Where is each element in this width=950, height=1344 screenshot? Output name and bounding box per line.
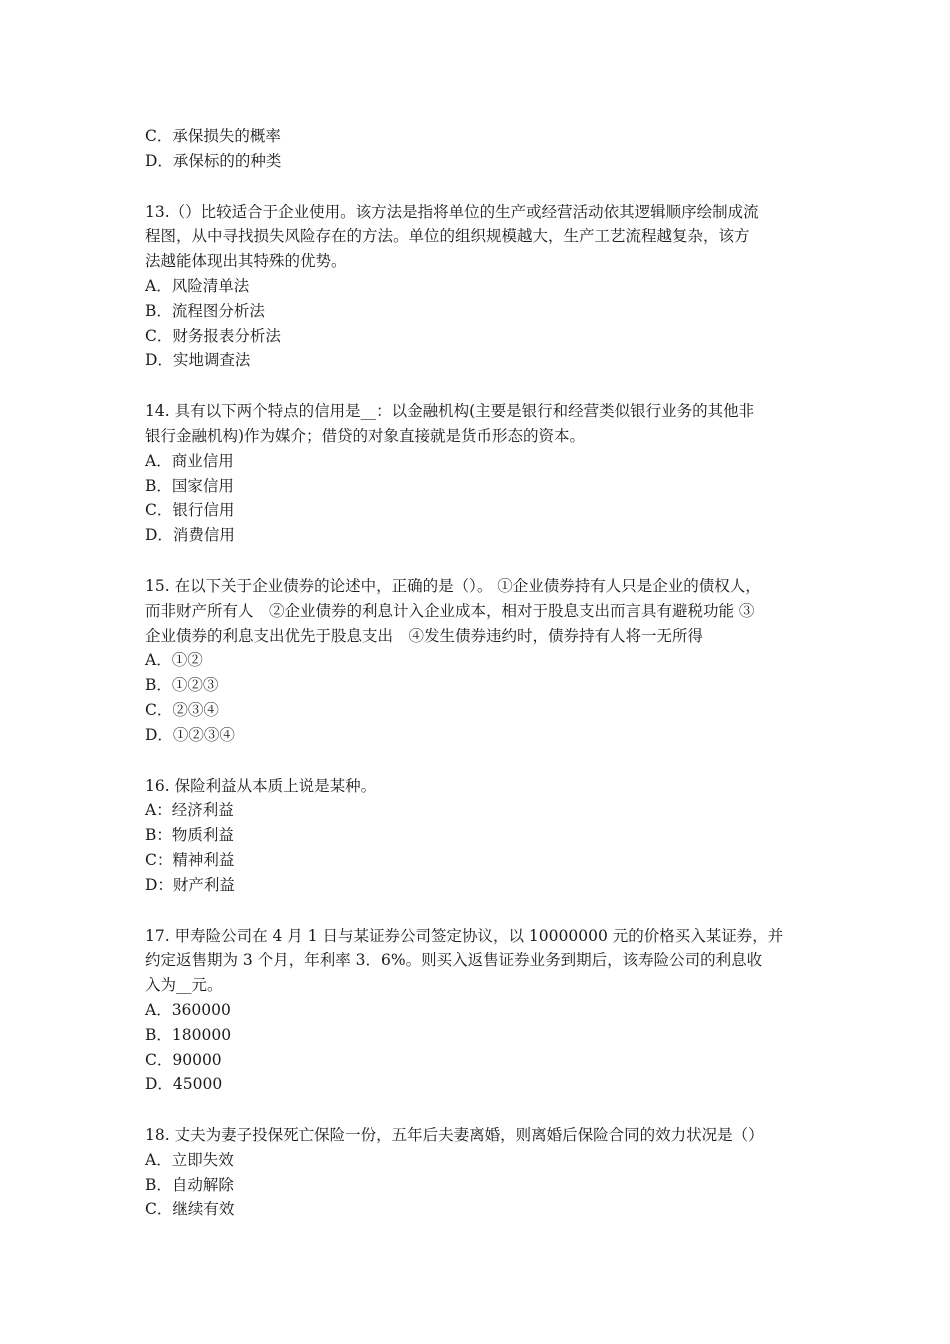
stem-line: 14. 具有以下两个特点的信用是__：以金融机构(主要是银行和经营类似银行业务的其他非: [145, 402, 755, 421]
stem-line: 法越能体现出其特殊的优势。: [145, 252, 347, 271]
option: D．承保标的的种类: [145, 151, 282, 170]
option: D．①②③④: [145, 725, 235, 744]
option: C．90000: [145, 1050, 222, 1069]
question-stem: [145, 774, 815, 799]
stem-line: 18. 丈夫为妻子投保死亡保险一份，五年后夫妻离婚，则离婚后保险合同的效力状况是（）: [145, 1126, 764, 1145]
option: A．商业信用: [145, 451, 234, 470]
option: D．45000: [145, 1075, 223, 1094]
stem-line: 企业债券的利息支出优先于股息支出 ④发生债券违约时，债券持有人将一无所得: [145, 626, 704, 645]
stem-line: 15. 在以下关于企业债券的论述中，正确的是（）。 ①企业债券持有人只是企业的债权人，: [145, 576, 761, 595]
stem-line: 17. 甲寿险公司在 4 月 1 日与某证券公司签定协议，以 10000000 元的价格买入某证券，并: [145, 926, 784, 945]
question-13: [145, 200, 815, 374]
option: C．承保损失的概率: [145, 127, 281, 145]
question-18: [145, 1123, 815, 1222]
option: A．风险清单法: [145, 276, 250, 295]
question-stem: [145, 399, 815, 449]
option: C：精神利益: [145, 850, 235, 869]
option: A：经济利益: [145, 801, 234, 820]
question-stem: [145, 924, 815, 998]
option: A．立即失效: [145, 1150, 234, 1169]
stem-line: 13.（）比较适合于企业使用。该方法是指将单位的生产或经营活动依其逻辑顺序绘制成流: [145, 202, 759, 221]
option: C．②③④: [145, 700, 219, 719]
question-stem: [145, 574, 815, 648]
option: B．国家信用: [145, 476, 234, 495]
option: D．实地调查法: [145, 351, 251, 370]
option: B：物质利益: [145, 826, 234, 845]
option: C．继续有效: [145, 1200, 235, 1219]
option: C．银行信用: [145, 501, 235, 520]
stem-line: 入为__元。: [145, 976, 223, 995]
option: A．①②: [145, 651, 203, 670]
question-stem: [145, 1123, 815, 1148]
leading-options: [145, 124, 815, 174]
option: B．流程图分析法: [145, 301, 265, 320]
option: B．①②③: [145, 676, 219, 695]
option: D：财产利益: [145, 875, 235, 894]
question-14: [145, 399, 815, 548]
stem-line: 程图，从中寻找损失风险存在的方法。单位的组织规模越大，生产工艺流程越复杂，该方: [145, 227, 750, 246]
stem-line: 银行金融机构)作为媒介；借贷的对象直接就是货币形态的资本。: [145, 426, 586, 445]
stem-line: 约定返售期为 3 个月，年利率 3．6%。则买入返售证券业务到期后，该寿险公司的利息收: [145, 951, 763, 970]
option: A．360000: [145, 1000, 231, 1019]
question-content: [145, 124, 815, 1222]
stem-line: 16. 保险利益从本质上说是某种。: [145, 776, 377, 795]
stem-line: 而非财产所有人 ②企业债券的利息计入企业成本，相对于股息支出而言具有避税功能 ③: [145, 601, 755, 620]
option: C．财务报表分析法: [145, 326, 281, 345]
option: D．消费信用: [145, 526, 235, 545]
question-15: [145, 574, 815, 748]
question-stem: [145, 200, 815, 274]
question-17: [145, 924, 815, 1098]
option: B．自动解除: [145, 1175, 234, 1194]
option: B．180000: [145, 1025, 232, 1044]
question-16: [145, 774, 815, 898]
